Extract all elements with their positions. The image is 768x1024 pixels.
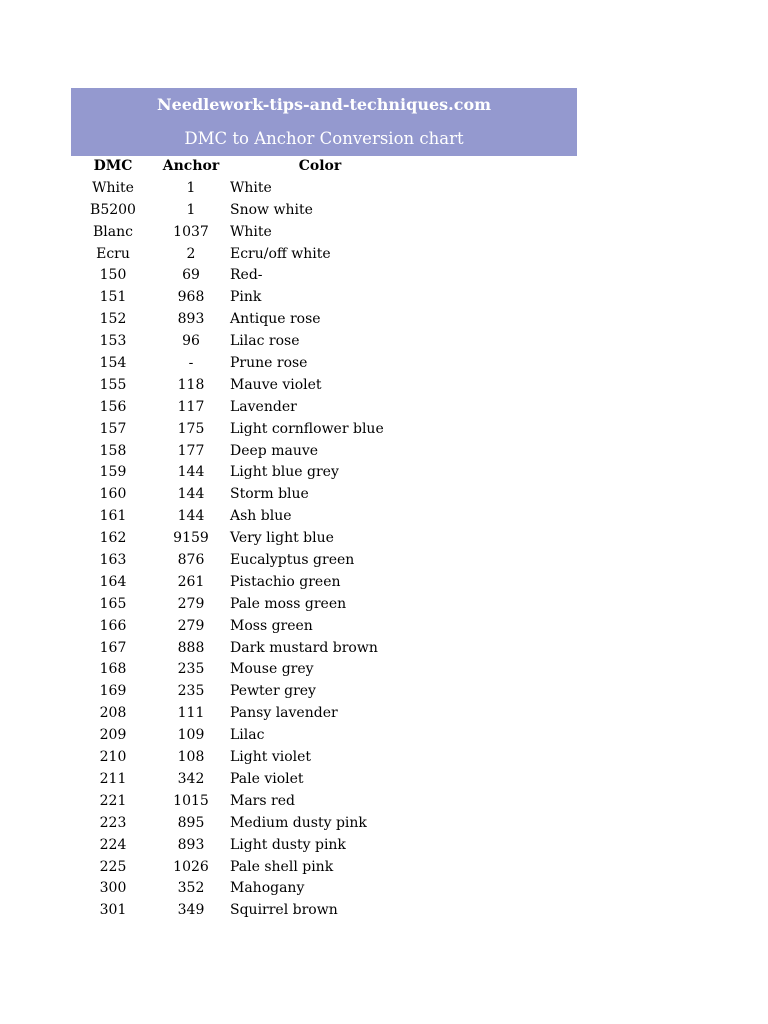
color-name-cell: Dark mustard brown [230,639,378,656]
anchor-cell: 968 [177,289,205,306]
dmc-cell: 157 [99,420,127,437]
color-name-cell: Ecru/off white [230,245,331,262]
table-header-row [71,156,577,178]
anchor-cell: 175 [177,420,205,437]
color-name-cell: White [230,223,272,240]
color-name-cell: Lilac [230,727,265,744]
color-name-cell: Pale shell pink [230,858,334,875]
color-name-cell: Ash blue [230,508,292,525]
dmc-cell: 152 [99,311,127,328]
color-name-cell: Pansy lavender [230,705,338,722]
anchor-cell: 342 [177,770,205,787]
anchor-cell: 177 [177,442,205,459]
table-row [71,550,577,572]
dmc-cell: 156 [99,398,127,415]
anchor-cell: 893 [177,311,205,328]
color-name-cell: Light dusty pink [230,836,346,853]
color-name-cell: Squirrel brown [230,902,338,919]
dmc-cell: 224 [99,836,127,853]
color-name-cell: Pale moss green [230,595,347,612]
anchor-cell: 1 [186,179,196,196]
anchor-cell: 1 [186,201,196,218]
anchor-cell: 117 [177,398,205,415]
table-row [71,878,577,900]
table-row [71,681,577,703]
dmc-cell: 151 [99,289,127,306]
color-name-cell: Mauve violet [230,376,322,393]
color-name-cell: Light violet [230,749,312,766]
table-row [71,791,577,813]
dmc-cell: 301 [99,902,127,919]
dmc-cell: 160 [99,486,127,503]
table-row [71,462,577,484]
dmc-cell: 158 [99,442,127,459]
color-name-cell: Pistachio green [230,573,341,590]
anchor-cell: 144 [177,464,205,481]
dmc-cell: 161 [99,508,127,525]
color-name-cell: Mars red [230,792,295,809]
dmc-cell: 159 [99,464,127,481]
table-row [71,616,577,638]
color-name-cell: Deep mauve [230,442,319,459]
dmc-cell: 208 [99,705,127,722]
column-header-dmc: DMC [93,158,133,174]
anchor-cell: 111 [177,705,205,722]
dmc-cell: 165 [99,595,127,612]
color-name-cell: Lilac rose [230,333,300,350]
anchor-cell: 144 [177,486,205,503]
table-body [71,178,577,922]
color-name-cell: Mahogany [230,880,305,897]
column-header-color: Color [298,158,342,174]
table-row [71,857,577,879]
anchor-cell: 261 [177,573,205,590]
anchor-cell: 235 [177,661,205,678]
dmc-cell: 162 [99,530,127,547]
anchor-cell: 279 [177,595,205,612]
table-row [71,484,577,506]
dmc-cell: 163 [99,552,127,569]
dmc-cell: 166 [99,617,127,634]
anchor-cell: 279 [177,617,205,634]
anchor-cell: 118 [177,376,205,393]
table-row [71,835,577,857]
anchor-cell: 888 [177,639,205,656]
color-name-cell: Prune rose [230,355,308,372]
anchor-cell: 69 [182,267,200,284]
anchor-cell: 109 [177,727,205,744]
anchor-cell: 9159 [173,530,209,547]
table-row [71,594,577,616]
anchor-cell: - [188,355,194,372]
dmc-cell: 150 [99,267,127,284]
table-row [71,900,577,922]
color-name-cell: Red- [230,267,263,284]
anchor-cell: 1015 [173,792,209,809]
dmc-cell: 153 [99,333,127,350]
color-name-cell: Medium dusty pink [230,814,367,831]
table-row [71,331,577,353]
anchor-cell: 235 [177,683,205,700]
dmc-cell: B5200 [90,201,136,218]
table-row [71,506,577,528]
anchor-cell: 144 [177,508,205,525]
table-row [71,265,577,287]
dmc-cell: 169 [99,683,127,700]
table-row [71,200,577,222]
color-name-cell: Pewter grey [230,683,316,700]
anchor-cell: 876 [177,552,205,569]
anchor-cell: 1026 [173,858,209,875]
dmc-cell: 211 [99,770,127,787]
color-name-cell: Light cornflower blue [230,420,384,437]
dmc-cell: 168 [99,661,127,678]
dmc-cell: Ecru [96,245,130,262]
site-name: Needlework-tips-and-techniques.com [156,95,492,114]
table-row [71,353,577,375]
dmc-cell: 209 [99,727,127,744]
dmc-cell: 155 [99,376,127,393]
anchor-cell: 96 [182,333,200,350]
anchor-cell: 349 [177,902,205,919]
color-name-cell: Snow white [230,201,313,218]
color-name-cell: Moss green [230,617,313,634]
dmc-cell: 167 [99,639,127,656]
table-row [71,397,577,419]
color-name-cell: Pale violet [230,770,304,787]
table-row [71,638,577,660]
anchor-cell: 1037 [173,223,209,240]
table-row [71,769,577,791]
color-name-cell: Pink [230,289,262,306]
dmc-cell: Blanc [93,223,133,240]
header-banner [71,88,577,156]
table-row [71,222,577,244]
color-name-cell: Light blue grey [230,464,339,481]
dmc-cell: White [92,179,134,196]
chart-title: DMC to Anchor Conversion chart [184,129,464,148]
dmc-cell: 164 [99,573,127,590]
anchor-cell: 895 [177,814,205,831]
table-row [71,375,577,397]
dmc-cell: 300 [99,880,127,897]
dmc-cell: 154 [99,355,127,372]
column-header-anchor: Anchor [162,158,220,174]
color-name-cell: Antique rose [230,311,321,328]
conversion-table [71,156,577,922]
color-name-cell: Eucalyptus green [230,552,355,569]
color-name-cell: White [230,179,272,196]
color-name-cell: Storm blue [230,486,309,503]
color-name-cell: Mouse grey [230,661,314,678]
table-row [71,813,577,835]
table-row [71,747,577,769]
dmc-cell: 210 [99,749,127,766]
dmc-cell: 223 [99,814,127,831]
table-row [71,725,577,747]
table-row [71,572,577,594]
table-row [71,309,577,331]
anchor-cell: 352 [177,880,205,897]
anchor-cell: 2 [186,245,196,262]
table-row [71,441,577,463]
anchor-cell: 108 [177,749,205,766]
dmc-cell: 221 [99,792,127,809]
dmc-cell: 225 [99,858,127,875]
table-row [71,178,577,200]
table-row [71,419,577,441]
table-row [71,659,577,681]
anchor-cell: 893 [177,836,205,853]
table-row [71,244,577,266]
table-row [71,287,577,309]
table-row [71,703,577,725]
color-name-cell: Lavender [230,398,297,415]
table-row [71,528,577,550]
color-name-cell: Very light blue [230,530,334,547]
